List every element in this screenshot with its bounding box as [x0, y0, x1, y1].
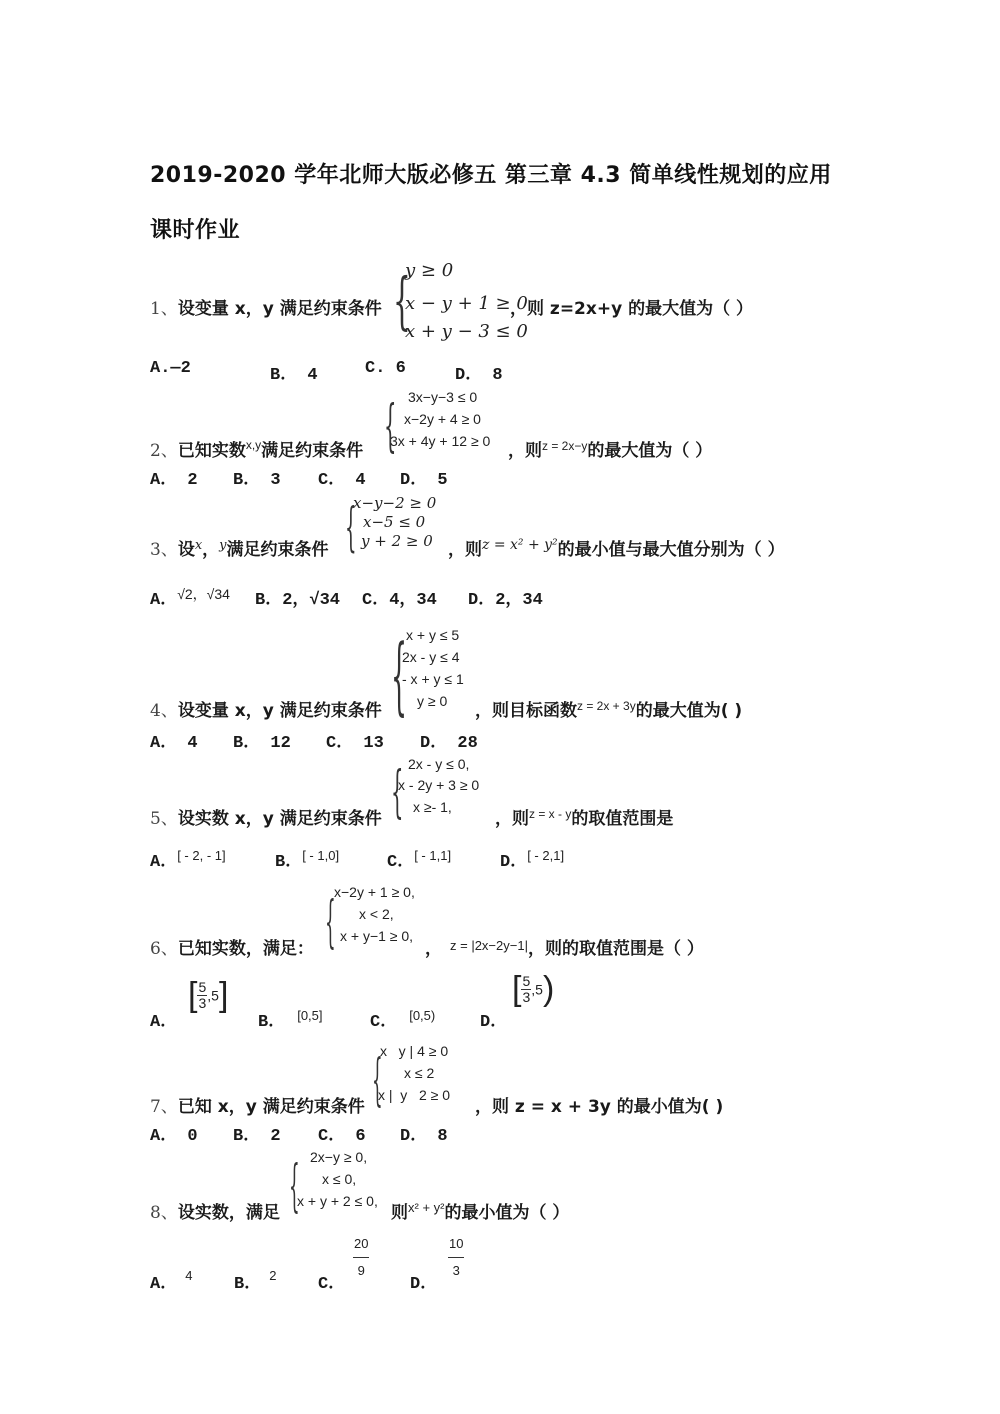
question-prefix: 设实数，满足 — [177, 1203, 280, 1223]
then-text: 则 — [391, 1203, 408, 1223]
option-d[interactable]: $\frac{10}{3}$ — [449, 1236, 464, 1279]
option-a[interactable]: A．$^{√2,√34}$ — [150, 586, 230, 610]
question-suffix: 的取值范围是 — [571, 809, 674, 829]
option-a-label[interactable]: A． — [150, 1013, 178, 1032]
constraint: x ≥- 1, — [413, 799, 452, 815]
constraint: y ≥ 0 — [417, 693, 448, 709]
constraint: x−5 ≤ 0 — [363, 513, 426, 531]
constraint: 3x−y−3 ≤ 0 — [408, 389, 478, 405]
constraint: x + y + 2 ≤ 0, — [297, 1193, 378, 1209]
question-prefix2: 满足约束条件 — [261, 441, 364, 461]
constraint: - x + y ≤ 1 — [402, 671, 464, 687]
question-suffix: 的最小值与最大值分别为（ ） — [557, 540, 785, 560]
question-suffix: ，则的取值范围是（ ） — [527, 939, 704, 959]
option-b[interactable]: B．2，√34 — [255, 591, 341, 610]
option-a[interactable]: A． 4 — [150, 734, 198, 753]
constraint: x + y−1 ≥ 0, — [340, 928, 414, 944]
option-c[interactable]: C． 13 — [326, 734, 384, 753]
variable-y: y — [219, 538, 227, 553]
option-a[interactable]: A.—2 — [150, 359, 191, 378]
constraint: x ≤ 0, — [322, 1171, 357, 1187]
option-d[interactable]: D．[ - 2,1] — [500, 848, 565, 872]
variables: x,y — [245, 438, 262, 452]
constraint: y ≥ 0 — [405, 260, 454, 281]
constraint: y + 2 ≥ 0 — [361, 532, 433, 550]
question-number: 1、 — [150, 299, 178, 319]
objective: x² + y² — [408, 1200, 445, 1215]
constraint: x ≤ 2 — [404, 1065, 435, 1081]
then-text: ，则目标函数 — [475, 701, 577, 721]
constraint: x−2y + 4 ≥ 0 — [404, 411, 481, 427]
question-suffix: ，则 z = x + 3y 的最小值为( ) — [475, 1097, 724, 1117]
question-number: 8、 — [150, 1203, 178, 1223]
objective: z = |2x−2y−1| — [450, 938, 528, 953]
question-prefix: 已知实数，满足： — [177, 939, 314, 959]
option-d-label[interactable]: D． — [410, 1275, 438, 1294]
comma: ， — [425, 939, 442, 959]
question-suffix: ，则 z=2x+y 的最大值为（ ） — [510, 299, 754, 319]
question-number: 6、 — [150, 939, 178, 959]
option-a[interactable]: A． $^4$ — [150, 1268, 193, 1294]
option-a[interactable]: A． 0 — [150, 1127, 198, 1146]
question-prefix: 设 — [177, 540, 195, 560]
option-c[interactable]: C． 4 — [318, 471, 366, 490]
brace-icon: { — [391, 760, 404, 825]
brace-icon: { — [372, 1048, 383, 1113]
brace-icon: { — [325, 890, 336, 955]
option-d-label[interactable]: D． — [480, 1013, 508, 1032]
option-a[interactable]: [ $\frac{5}{3}$ ,5] — [188, 976, 229, 1014]
variable-x: x — [194, 538, 203, 553]
document-title-line1: 2019-2020 学年北师大版必修五 第三章 4.3 简单线性规划的应用 — [150, 163, 832, 188]
question-number: 2、 — [150, 441, 178, 461]
question-prefix: 已知 x，y 满足约束条件 — [177, 1097, 365, 1117]
question-prefix: 已知实数 — [177, 441, 246, 461]
constraint: 2x - y ≤ 4 — [402, 649, 460, 665]
constraint: x − y + 1 ≥ 0 — [405, 293, 528, 314]
brace-icon: { — [393, 264, 411, 337]
option-d[interactable]: [ $\frac{5}{3}$ ,5) — [512, 970, 555, 1008]
option-c[interactable]: C． $^{[0,5)}$ — [370, 1008, 436, 1032]
constraint: x y | 4 ≥ 0 — [380, 1043, 449, 1059]
option-a[interactable]: A．[ - 2, - 1] — [150, 848, 226, 872]
option-d[interactable]: D． 5 — [400, 471, 448, 490]
constraint: 2x−y ≥ 0, — [310, 1149, 368, 1165]
option-d[interactable]: D． 8 — [455, 366, 503, 385]
question-number: 7、 — [150, 1097, 178, 1117]
question-prefix: 设变量 x，y 满足约束条件 — [177, 299, 382, 319]
option-c[interactable]: C. 6 — [365, 359, 406, 378]
question-number: 3、 — [150, 540, 178, 560]
constraint: x−2y + 1 ≥ 0, — [334, 884, 415, 900]
document-title-line2: 课时作业 — [150, 218, 241, 243]
question-prefix: 设变量 x，y 满足约束条件 — [177, 701, 382, 721]
brace-icon: { — [391, 626, 408, 724]
option-c[interactable]: C． 6 — [318, 1127, 366, 1146]
constraint: x - 2y + 3 ≥ 0 — [398, 777, 480, 793]
question-suffix: 的最小值为（ ） — [444, 1203, 570, 1223]
brace-icon: { — [345, 498, 357, 558]
constraint: x < 2, — [359, 906, 394, 922]
constraint: 2x - y ≤ 0, — [408, 756, 470, 772]
option-c[interactable]: C．[ - 1,1] — [387, 848, 452, 872]
question-suffix: 的最大值为( ) — [635, 701, 743, 721]
objective: z = 2x−y — [542, 439, 588, 453]
option-d[interactable]: D．2，34 — [468, 591, 543, 610]
then-text: ，则 — [508, 441, 542, 461]
constraint: x | y 2 ≥ 0 — [378, 1087, 451, 1103]
option-a[interactable]: A． 2 — [150, 471, 198, 490]
option-c-label[interactable]: C． — [318, 1275, 346, 1294]
objective: z = 2x + 3y — [577, 699, 636, 713]
constraint: 3x + 4y + 12 ≥ 0 — [390, 433, 491, 449]
objective: z = x - y — [529, 807, 572, 821]
question-prefix2: 满足约束条件 — [226, 540, 329, 560]
question-number: 5、 — [150, 809, 178, 829]
option-b[interactable]: B． 12 — [233, 734, 291, 753]
brace-icon: { — [384, 394, 397, 459]
objective: z = x² + y² — [482, 537, 558, 553]
then-text: ，则 — [495, 809, 529, 829]
question-number: 4、 — [150, 701, 178, 721]
option-b[interactable]: B． 4 — [270, 366, 318, 385]
option-d[interactable]: D． 8 — [400, 1127, 448, 1146]
comma: ， — [202, 540, 220, 560]
option-d[interactable]: D． 28 — [420, 734, 478, 753]
option-c[interactable]: C．4，34 — [362, 591, 437, 610]
option-b[interactable]: B． $^2$ — [234, 1268, 277, 1294]
constraint: x + y ≤ 5 — [406, 627, 460, 643]
option-b[interactable]: B． 3 — [233, 471, 281, 490]
brace-icon: { — [289, 1154, 300, 1219]
option-c[interactable]: $\frac{20}{9}$ — [354, 1236, 369, 1279]
constraint: x + y − 3 ≤ 0 — [405, 321, 528, 342]
option-b[interactable]: B． 2 — [233, 1127, 281, 1146]
constraint: x−y−2 ≥ 0 — [353, 494, 437, 512]
then-text: ，则 — [448, 540, 482, 560]
question-prefix: 设实数 x，y 满足约束条件 — [177, 809, 382, 829]
question-suffix: 的最大值为（ ） — [587, 441, 713, 461]
option-b[interactable]: B． [0,5] — [258, 1008, 323, 1032]
option-b[interactable]: B．[ - 1,0] — [275, 848, 340, 872]
